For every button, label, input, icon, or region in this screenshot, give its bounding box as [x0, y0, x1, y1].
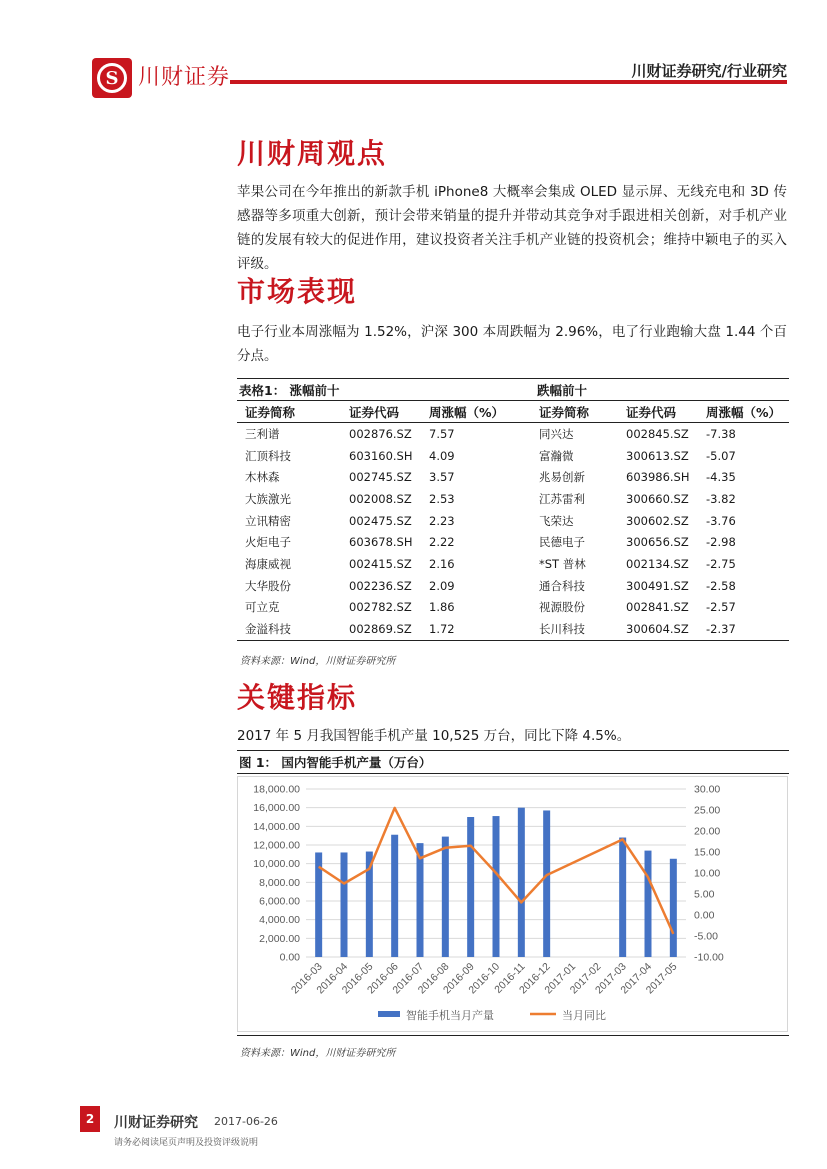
cell-loser-code: 002841.SZ [626, 600, 689, 615]
bar-output [619, 838, 626, 957]
company-logo [92, 58, 132, 98]
cell-loser-name: 视源股份 [539, 600, 585, 615]
cell-gainer-name: 大华股份 [245, 578, 291, 593]
legend-swatch-bars [378, 1011, 400, 1017]
table-row [237, 618, 789, 640]
cell-gainer-code: 002008.SZ [349, 491, 412, 506]
table-row [237, 423, 789, 445]
header-change: 周涨幅（%） [706, 404, 782, 420]
cell-loser-change: -2.98 [706, 535, 736, 550]
section-title-key-indicators: 关键指标 [237, 681, 358, 714]
table-caption-losers: 跌幅前十 [537, 382, 588, 398]
bar-output [442, 837, 449, 957]
left-axis-tick-label: 4,000.00 [259, 914, 300, 927]
page-number: 2 [80, 1106, 100, 1132]
right-axis-tick-label: 0.00 [694, 909, 715, 922]
weekly-view-paragraph: 苹果公司在今年推出的新款手机 iPhone8 大概率会集成 OLED 显示屏、无线充电和 3D 传感器等多项重大创新，预计会带来销量的提升并带动其竞争对手跟进相关创新，对手机产业链的发展有较大的促进作用，建议投资者关注手机产业链的投资机会；维持中颖电子的买入评级。 [237, 184, 787, 272]
x-axis-tick-label: 2017-02 [567, 960, 604, 997]
cell-loser-change: -2.57 [706, 600, 736, 615]
right-axis-tick-label: 10.00 [694, 867, 721, 880]
left-axis-tick-label: 6,000.00 [259, 895, 300, 908]
bar-output [341, 852, 348, 957]
cell-gainer-code: 002876.SZ [349, 426, 412, 441]
cell-loser-code: 002134.SZ [626, 556, 689, 571]
legend-label-bars: 智能手机当月产量 [406, 1009, 494, 1022]
smartphone-output-chart [237, 776, 788, 1032]
x-axis-tick-label: 2016-03 [289, 960, 325, 997]
cell-gainer-change: 3.57 [429, 470, 455, 485]
chart-svg [238, 777, 787, 1031]
left-axis-tick-label: 2,000.00 [259, 932, 300, 945]
cell-gainer-code: 603678.SH [349, 535, 413, 550]
cell-loser-change: -3.82 [706, 491, 736, 506]
cell-loser-name: *ST 普林 [539, 556, 586, 571]
x-axis-tick-label: 2016-12 [517, 960, 553, 997]
cell-gainer-code: 603160.SH [349, 448, 413, 463]
logo-icon: S [97, 63, 127, 93]
right-axis-tick-label: 25.00 [694, 804, 721, 817]
cell-loser-name: 富瀚微 [539, 448, 574, 463]
cell-gainer-name: 可立克 [245, 600, 280, 615]
market-paragraph: 电子行业本周涨幅为 1.52%，沪深 300 本周跌幅为 2.96%，电了行业跑输大盘 1.44 个百分点。 [237, 324, 787, 364]
cell-gainer-code: 002236.SZ [349, 578, 412, 593]
cell-gainer-change: 2.09 [429, 578, 455, 593]
cell-gainer-name: 海康威视 [245, 556, 291, 571]
figure-source: 资料来源：Wind，川财证券研究所 [240, 1048, 396, 1059]
left-axis-tick-label: 8,000.00 [259, 876, 300, 889]
cell-loser-code: 300602.SZ [626, 513, 689, 528]
cell-loser-name: 飞荣达 [539, 513, 574, 528]
cell-gainer-name: 火炬电子 [245, 535, 291, 550]
section-title-market: 市场表现 [237, 275, 358, 308]
footer-disclaimer: 请务必阅读尾页声明及投资评级说明 [114, 1138, 259, 1148]
right-axis-tick-label: -10.00 [694, 951, 724, 964]
cell-gainer-change: 4.09 [429, 448, 455, 463]
x-axis-tick-label: 2016-11 [492, 960, 528, 996]
figure-caption: 图 1： 国内智能手机产量（万台） [237, 750, 789, 774]
bar-output [518, 808, 525, 957]
table-row [237, 531, 789, 553]
cell-gainer-change: 1.86 [429, 600, 455, 615]
table-row [237, 510, 789, 532]
header-code: 证券代码 [349, 404, 400, 420]
table-row [237, 445, 789, 467]
right-axis-tick-label: 15.00 [694, 846, 721, 859]
x-axis-tick-label: 2016-05 [339, 960, 376, 997]
table-header [237, 401, 789, 423]
x-axis-tick-label: 2016-09 [441, 960, 477, 997]
cell-loser-code: 300613.SZ [626, 448, 689, 463]
header-name: 证券简称 [539, 404, 590, 420]
x-axis-tick-label: 2016-06 [365, 960, 401, 997]
bar-output [391, 835, 398, 957]
cell-gainer-change: 2.16 [429, 556, 455, 571]
x-axis-tick-label: 2016-04 [314, 960, 351, 997]
x-axis-tick-label: 2017-03 [593, 960, 629, 997]
right-axis-tick-label: 30.00 [694, 783, 721, 796]
cell-gainer-change: 2.53 [429, 491, 455, 506]
cell-loser-change: -7.38 [706, 426, 736, 441]
cell-gainer-change: 2.23 [429, 513, 455, 528]
left-axis-tick-label: 10,000.00 [253, 858, 300, 871]
bar-output [670, 859, 677, 957]
x-axis-tick-label: 2016-07 [390, 960, 427, 997]
key-indicators-paragraph: 2017 年 5 月我国智能手机产量 10,525 万台，同比下降 4.5%。 [237, 728, 631, 744]
right-axis-tick-label: -5.00 [694, 930, 718, 943]
cell-gainer-code: 002782.SZ [349, 600, 412, 615]
cell-loser-name: 通合科技 [539, 578, 585, 593]
footer-brand: 川财证券研究 [114, 1115, 198, 1131]
cell-loser-name: 同兴达 [539, 426, 574, 441]
cell-loser-change: -4.35 [706, 470, 736, 485]
cell-gainer-name: 立讯精密 [245, 513, 291, 528]
cell-loser-name: 江苏雷利 [539, 491, 585, 506]
cell-gainer-change: 2.22 [429, 535, 455, 550]
left-axis-tick-label: 16,000.00 [253, 802, 300, 815]
x-axis-tick-label: 2016-10 [466, 960, 503, 997]
cell-gainer-change: 7.57 [429, 426, 455, 441]
cell-gainer-code: 002475.SZ [349, 513, 412, 528]
bar-output [467, 817, 474, 957]
report-type: 川财证券研究/行业研究 [631, 62, 787, 80]
cell-loser-change: -2.58 [706, 578, 736, 593]
cell-loser-code: 300656.SZ [626, 535, 689, 550]
cell-loser-change: -3.76 [706, 513, 736, 528]
table-row [237, 597, 789, 619]
table-row [237, 488, 789, 510]
table-row [237, 575, 789, 597]
cell-loser-name: 民德电子 [539, 535, 585, 550]
left-axis-tick-label: 14,000.00 [253, 820, 300, 833]
cell-loser-name: 兆易创新 [539, 470, 585, 485]
cell-gainer-name: 大族激光 [245, 491, 291, 506]
left-axis-tick-label: 18,000.00 [253, 783, 300, 796]
cell-loser-change: -2.75 [706, 556, 736, 571]
cell-loser-code: 603986.SH [626, 470, 690, 485]
cell-loser-code: 300660.SZ [626, 491, 689, 506]
cell-gainer-change: 1.72 [429, 622, 455, 637]
header-name: 证券简称 [245, 404, 296, 420]
cell-gainer-name: 三利谱 [245, 426, 280, 441]
cell-gainer-name: 金溢科技 [245, 622, 291, 637]
legend-label-line: 当月同比 [562, 1009, 606, 1022]
bar-output [417, 843, 424, 957]
table-row [237, 553, 789, 575]
cell-gainer-name: 汇顶科技 [245, 448, 291, 463]
right-axis-tick-label: 5.00 [694, 888, 715, 901]
table-source: 资料来源：Wind，川财证券研究所 [240, 656, 396, 667]
bar-output [543, 810, 550, 957]
header-change: 周涨幅（%） [429, 404, 505, 420]
table-row [237, 466, 789, 488]
cell-gainer-code: 002415.SZ [349, 556, 412, 571]
x-axis-tick-label: 2017-01 [542, 960, 579, 997]
bar-output [493, 816, 500, 957]
x-axis-tick-label: 2017-05 [643, 960, 680, 997]
x-axis-tick-label: 2016-08 [415, 960, 452, 997]
cell-loser-code: 300604.SZ [626, 622, 689, 637]
cell-loser-change: -2.37 [706, 622, 736, 637]
bar-output [645, 851, 652, 957]
cell-loser-code: 300491.SZ [626, 578, 689, 593]
right-axis-tick-label: 20.00 [694, 825, 721, 838]
cell-loser-change: -5.07 [706, 448, 736, 463]
table-caption-gainers: 表格1： 涨幅前十 [239, 382, 340, 398]
left-axis-tick-label: 12,000.00 [253, 839, 300, 852]
cell-loser-code: 002845.SZ [626, 426, 689, 441]
left-axis-tick-label: 0.00 [279, 951, 300, 964]
cell-loser-name: 长川科技 [539, 622, 585, 637]
footer-date: 2017-06-26 [214, 1115, 278, 1128]
x-axis-tick-label: 2017-04 [618, 960, 655, 997]
table-body [237, 423, 789, 640]
section-title-weekly-view: 川财周观点 [237, 137, 388, 170]
top-movers-table [237, 378, 789, 641]
table-caption [237, 379, 789, 401]
header-code: 证券代码 [626, 404, 677, 420]
cell-gainer-code: 002745.SZ [349, 470, 412, 485]
cell-gainer-name: 木林森 [245, 470, 280, 485]
cell-gainer-code: 002869.SZ [349, 622, 412, 637]
brand-name: 川财证券 [138, 65, 231, 90]
